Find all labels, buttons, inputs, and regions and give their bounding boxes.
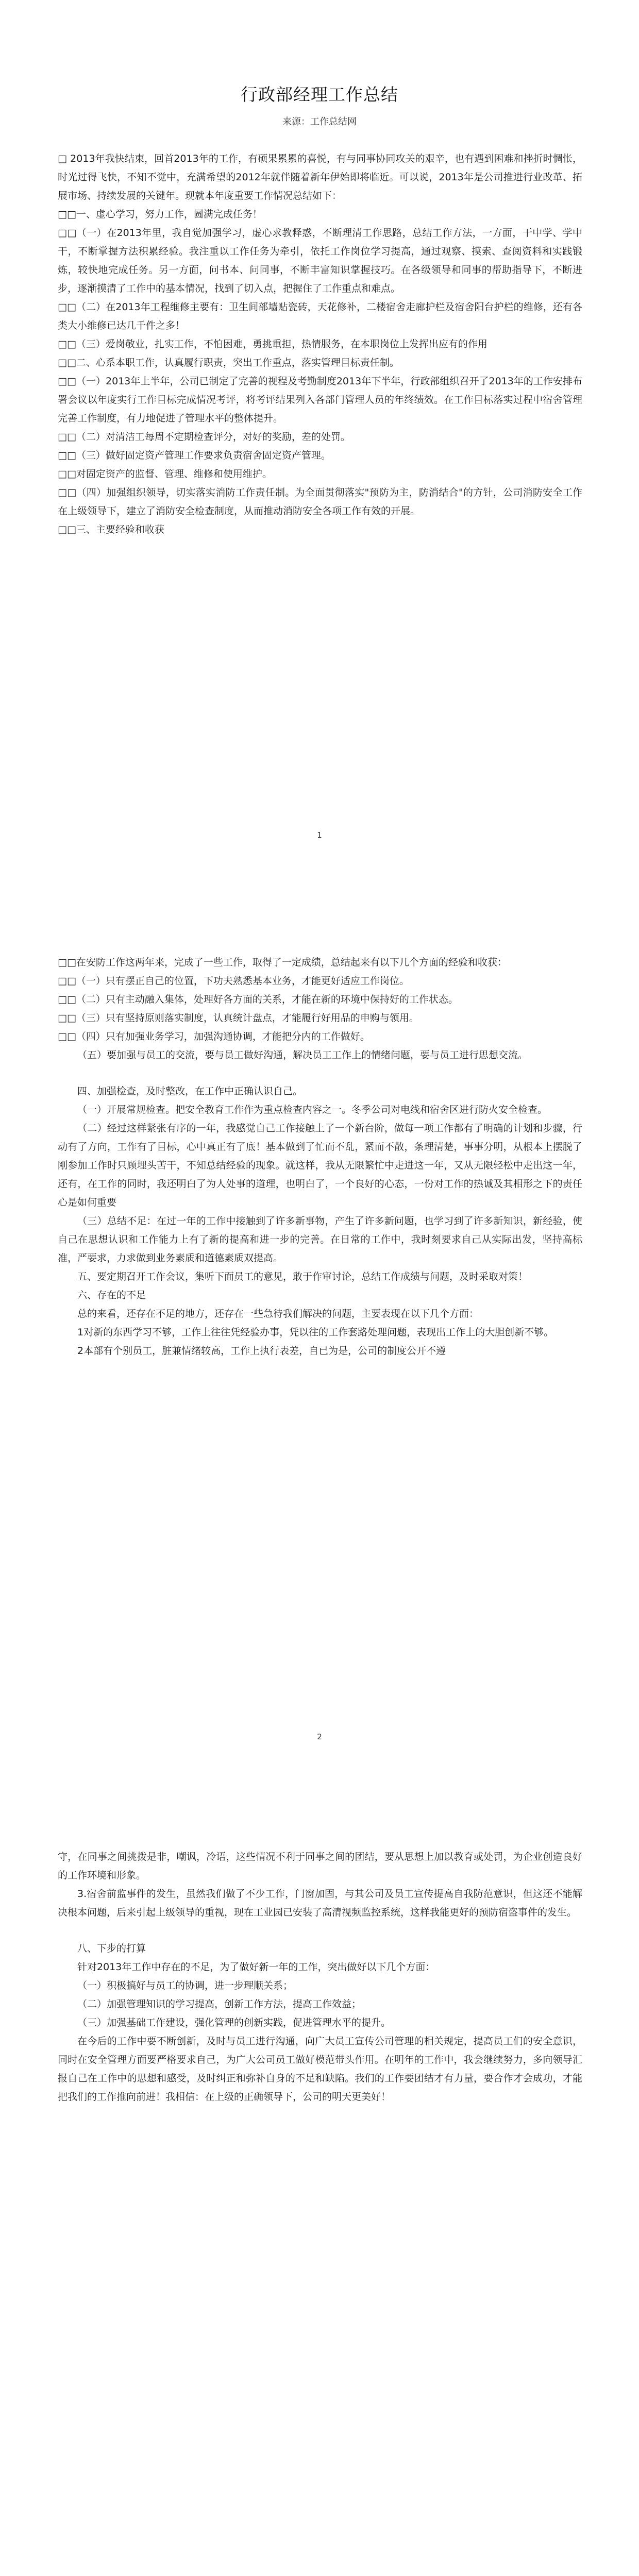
square-bullet-icon: □□ (58, 338, 76, 350)
section-heading (58, 520, 582, 539)
paragraph (58, 149, 582, 205)
paragraph-text: （四）只有加强业务学习，加强沟通协调，才能把分内的工作做好。 (76, 1031, 370, 1042)
paragraph (58, 372, 582, 428)
paragraph-text: 一、虚心学习，努力工作，圆满完成任务！ (76, 209, 262, 220)
square-bullet-icon: □□ (58, 301, 77, 313)
paragraph: （三）总结不足：在过一年的工作中接触到了许多新事物，产生了许多新问题，也学习到了许多新知识，新经验，使自己在思想认识和工作能力上有了新的提高和进一步的完善。在日常的工作中，我时刻要求自己从实际出发，坚持高标准，严要求，力求做到业务素质和道德素质双提高。 (58, 1215, 582, 1264)
paragraph (58, 465, 582, 483)
square-bullet-icon: □□ (58, 994, 76, 1005)
paragraph-text: 三、主要经验和收获 (76, 524, 164, 535)
page-1-body (58, 149, 582, 539)
paragraph (58, 224, 582, 298)
square-bullet-icon: □□ (58, 450, 76, 461)
list-item (58, 972, 582, 990)
paragraph-text: 在安防工作这两年来，完成了一些工作，取得了一定成绩，总结起来有以下几个方面的经验和收获： (76, 957, 507, 968)
paragraph: （二）经过这样紧张有序的一年，我感觉自己工作接触上了一个新台阶，做每一项工作都有了明确的计划和步骤，行动有了方向，工作有了目标，心中真正有了底！基本做到了忙而不乱，紧而不散，条理清楚，事事分明，从根本上摆脱了刚参加工作时只顾埋头苦干，不知总结经验的现象。就这样，我从无限繁忙中走进这一年，又从无限轻松中走出这一年，还有，在工作的同时，我还明白了为人处事的道理，也明白了，一个良好的心态，一份对工作的热诚及其相形之下的责任心是如何重要 (58, 1123, 582, 1208)
paragraph (58, 953, 582, 972)
paragraph: 2本部有个别员工，脏兼情绪较高，工作上执行表差，自已为是，公司的制度公开不遵 (77, 1345, 446, 1357)
list-item (58, 1009, 582, 1027)
section-heading: 六、存在的不足 (77, 1290, 146, 1301)
paragraph-text: （四）加强组织领导，切实落实消防工作责任制。为全面贯彻落实"预防为主，防消结合"的方针，公司消防安全工作在上级领导下，建立了消防安全检查制度，从而推动消防安全各项工作有效的开展。 (58, 487, 583, 517)
paragraph-text: （三）爱岗敬业，扎实工作，不怕困难，勇挑重担，热情服务，在本职岗位上发挥出应有的作用 (76, 338, 487, 350)
paragraph-text: （一）在2013年里，我自觉加强学习，虚心求教释惑，不断理清工作思路，总结工作方法，一方面，干中学、学中干，不断掌握方法积累经验。我注重以工作任务为牵引，依托工作岗位学习提高，通过观察、摸索、查阅资料和实践锻炼，较快地完成任务。另一方面，问书本、问同事，不断丰富知识掌握技巧。在各级领导和同事的帮助指导下，不断进步，逐渐摸清了工作中的基本情况，找到了切入点，把握住了工作重点和难点。 (58, 227, 583, 294)
paragraph-text: （二）只有主动融入集体，处理好各方面的关系，才能在新的环境中保持好的工作状态。 (76, 994, 458, 1005)
square-bullet-icon: □□ (58, 357, 76, 368)
paragraph (58, 483, 582, 520)
paragraph (58, 335, 582, 353)
list-item: （二）加强管理知识的学习提高，创新工作方法，提高工作效益； (77, 1998, 362, 2010)
square-bullet-icon: □□ (58, 975, 76, 987)
section-heading (58, 353, 582, 372)
square-bullet-icon: □□ (58, 1031, 76, 1042)
paragraph-text: （三）做好固定资产管理工作要求负责宿舍固定资产管理。 (76, 450, 331, 461)
page-3 (0, 1803, 639, 2576)
paragraph: 守，在同事之间挑拨是非，嘲讽，冷语，这些情况不利于同事之间的团结，要从思想上加以教育或处罚，为企业创造良好的工作环境和形象。 (58, 1851, 582, 1881)
square-bullet-icon: □ (58, 153, 68, 164)
list-item (58, 1027, 582, 1046)
page-1 (0, 0, 639, 902)
paragraph: 1对新的东西学习不够，工作上往往凭经验办事，凭以往的工作套路处理问题，表现出工作上的大胆创新不够。 (77, 1327, 554, 1338)
paragraph: （一）开展常规检查。把安全教育工作作为重点检查内容之一。冬季公司对电线和宿舍区进行防火安全检查。 (77, 1104, 548, 1115)
section-heading: 八、下步的打算 (77, 1943, 146, 1954)
square-bullet-icon: □□ (58, 524, 76, 535)
square-bullet-icon: □□ (58, 1012, 76, 1024)
square-bullet-icon: □□ (58, 468, 76, 480)
list-item: （一）积极搞好与员工的协调，进一步理顺关系； (77, 1980, 293, 1991)
square-bullet-icon: □□ (58, 431, 76, 443)
paragraph: 针对2013年工作中存在的不足，为了做好新一年的工作，突出做好以下几个方面： (77, 1961, 435, 1973)
paragraph-text: （二）对清洁工每周不定期检查评分，对好的奖励，差的处罚。 (76, 431, 350, 443)
square-bullet-icon: □□ (58, 227, 77, 239)
paragraph: 在今后的工作中要不断创新，及时与员工进行沟通，向广大员工宣传公司管理的相关规定，提高员工们的安全意识，同时在安全管理方面要严格要求自己，为广大公司员工做好模范带头作用。在明年的工作中，我会继续努力，多向领导汇报自己在工作中的思想和感受，及时纠正和弥补自身的不足和缺陷。我们的工作要团结才有力量，要合作才会成功，才能把我们的工作推向前进！我相信：在上级的正确领导下，公司的明天更美好！ (58, 2036, 582, 2103)
paragraph-text: 2013年我快结束，回首2013年的工作，有硕果累累的喜悦，有与同事协同攻关的艰辛，也有遇到困难和挫折时惆怅，时光过得飞快，不知不觉中，充满希望的2012年就伴随着新年伊始即将临近。可以说，2013年是公司推进行业改革、拓展市场、持续发展的关键年。现就本年度重要工作情况总结如下： (58, 153, 583, 201)
page-number: 1 (317, 831, 322, 840)
document-source: 来源：工作总结网 (282, 116, 357, 127)
page-2 (0, 902, 639, 1803)
section-heading: 四、加强检查，及时整改，在工作中正确认识自己。 (77, 1086, 303, 1097)
paragraph-text: 二、心系本职工作，认真履行职责，突出工作重点，落实管理目标责任制。 (76, 357, 399, 368)
paragraph (58, 446, 582, 465)
section-heading: 五、要定期召开工作会议，集听下面员工的意见，敢于作审讨论，总结工作成绩与问题，及时采取对策！ (77, 1271, 528, 1282)
square-bullet-icon: □□ (58, 957, 76, 968)
document-title: 行政部经理工作总结 (241, 84, 398, 105)
page-2-body (58, 953, 582, 1360)
list-item: （三）加强基础工作建设，强化管理的创新实践，促进管理水平的提升。 (77, 2017, 391, 2028)
paragraph (58, 428, 582, 446)
section-heading (58, 205, 582, 224)
page-3-body (58, 1848, 582, 2106)
list-item (58, 990, 582, 1009)
paragraph-text: （一）2013年上半年，公司已制定了完善的视程及考勤制度2013年下半年，行政部组织召开了2013年的工作安排布署会议以年度实行工作目标完成情况考评，将考评结果列入各部门管理人员的年终绩效。在工作目标落实过程中宿舍管理完善工作制度，有力地促进了管理水平的整体提升。 (58, 376, 582, 424)
square-bullet-icon: □□ (58, 209, 76, 220)
paragraph-text: （三）只有坚持原则落实制度，认真统计盘点，才能履行好用品的申购与领用。 (76, 1012, 419, 1024)
paragraph-text: （一）只有摆正自己的位置，下功夫熟悉基本业务，才能更好适应工作岗位。 (76, 975, 409, 987)
paragraph: 3.宿舍前监事件的发生，虽然我们做了不少工作，门窗加固，与其公司及员工宣传提高自我防范意识，但这还不能解决根本问题，后来引起上级领导的重视，现在工业园已安装了高清视频监控系统，这样我能更好的预防宿盗事件的发生。 (58, 1888, 582, 1918)
square-bullet-icon: □□ (58, 487, 77, 498)
paragraph (58, 298, 582, 335)
paragraph-text: （二）在2013年工程维修主要有：卫生间部墙贴瓷砖，天花修补，二楼宿舍走廊护栏及宿舍阳台护栏的维修，还有各类大小维修已达几千件之多！ (58, 301, 582, 331)
paragraph: 总的来看，还存在不足的地方，还存在一些急待我们解决的问题，主要表现在以下几个方面： (77, 1308, 479, 1319)
square-bullet-icon: □□ (58, 376, 76, 387)
page-number: 2 (317, 1732, 322, 1741)
list-item: （五）要加强与员工的交流，要与员工做好沟通，解决员工工作上的情绪问题，要与员工进行思想交流。 (77, 1049, 528, 1061)
paragraph-text: 对固定资产的监督、管理、维修和使用维护。 (76, 468, 272, 480)
